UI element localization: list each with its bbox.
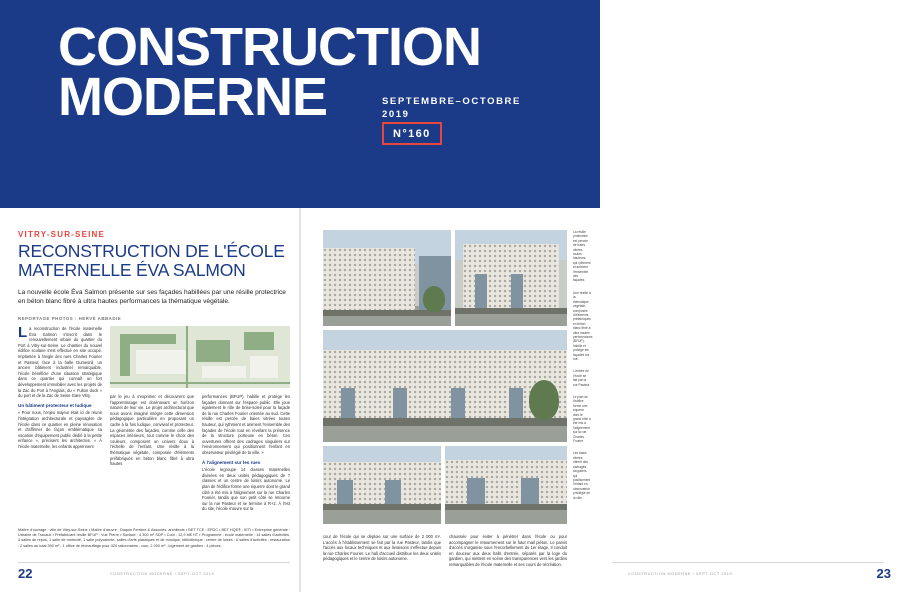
footer-label-left: CONSTRUCTION MODERNE / SEPT-OCT 2019: [110, 572, 215, 576]
magazine-title-line2: MODERNE: [58, 67, 328, 127]
left-col1-subhead: Un bâtiment protecteur et ludique: [18, 402, 92, 408]
photo-facade-rue-pasteur: [455, 230, 567, 326]
footer-divider-right: [612, 562, 884, 563]
footer-label-right: CONSTRUCTION MODERNE / SEPT-OCT 2019: [628, 572, 733, 576]
site-plan-image: [110, 326, 290, 388]
article-byline: REPORTAGE PHOTOS : HERVÉ ABBADIE: [18, 316, 122, 321]
right-page-footer: [602, 560, 901, 592]
right-col1-para1: cour de l'école qui se déploie sur une surface de 2 000 m². L'accès à l'établissement se fait par la rue Pasteur, tandis que l'accès aux locaux techniques et aux livraisons s'effectue depuis la rue Charles Fourier. Le hall d'accueil distribue les deux unités pédagogiques et le centre de loisirs autonome.: [323, 534, 441, 562]
photo-facade-perforee-angle: [323, 230, 451, 326]
left-col3-para1: performances (BFUP), habille et protège les façades donnant sur l'espace public. Elle joue également le rôle de brise-soleil pour la façade de la rue Charles Fourier orientée au sud. Cette résille est percée de baies vitrées toutes hauteur, qui rythment et animent l'ensemble des façades de l'école tout en révélant la présence de la structure porteuse en béton. Ces ouvertures offrent des cadrages singuliers sur l'environnement qui positionnent l'enfant en observateur privilégié de la ville. »: [202, 394, 290, 455]
article-headline: RECONSTRUCTION DE L'ÉCOLE MATERNELLE ÉVA SALMON: [18, 241, 285, 280]
article-spread: [0, 208, 891, 592]
right-column-1: [323, 534, 441, 566]
right-page: [301, 208, 891, 592]
left-col2-para1: par le jeu à s'exprimer et découvrent que l'apprentissage est dorénavant un horizon naturel de leur vie. Le projet architectural que nous avons imaginé intègre cette dimension pédagogique particulière en proposant un cadre à la fois ludique, convivial et protecteur. La géométrie des façades, comme celle des espaces intérieurs, tout comme le choix des couleurs, composent un univers doux à l'échelle de l'enfant. Une résille à la thématique végétale, composée d'éléments préfabriqués en béton blanc fibré à ultra hautes: [110, 394, 194, 467]
right-col2-para1: chaussée pour éviter à pénétrer dans l'école ou pour accompagner le retournement sur le futur mail piéton. Le parvis d'accès s'organise sous l'encorbellement du 1er étage. Il conduit en douceur aux deux halls d'entrée, séparés par la loge du gardien, qui mettent en scène des transparences vers les jardins remarquables de l'école maternelle et ses cours de récréation.: [449, 534, 567, 567]
project-credits: Maître d'ouvrage : ville de Vitry-sur-Seine • Maître d'œuvre : Daquin Ferrière & Associés, architecte • BET TCE : EPDC • BET HQE® : IETI • Entreprise générale : Urbaine de Travaux • Préfabricant résille BFUP : Vue Pierre • Surface : 4 300 m² SDP • Coût : 12,9 M€ HT • Programme : école maternelle : 14 salles d'activités, 4 salles de repos, 1 salle de motricité, 1 salle polyvalente, salles d'arts plastiques et de musique, bibliothèque ; centre de loisirs : 6 salles d'activités ; restauration : 2 salles au total 390 m² ; 1 office de réchauffage pour 320 rationnaires ; cour, 2 000 m² ; logement de gardien : 4 pièces.: [18, 528, 290, 548]
photo-caption-1: La résille protectrice est percée de baies vitrées toutes hauteurs, qui rythment et animent l'ensemble des façades.: [573, 230, 591, 283]
left-page: [0, 208, 299, 592]
left-page-footer: [0, 560, 299, 592]
photo-caption-5: Les baies vitrées offrent des cadrages singuliers qui positionnent l'enfant en observateur privilégié de la ville.: [573, 451, 591, 500]
photo-caption-4: Le plan de l'édifice forme une équerre dont le grand côté a été mis à l'alignement sur la rue Charles Fourier.: [573, 395, 591, 444]
left-col1-para2: « Pour nous, l'enjeu majeur était ici de réunir l'intégration architecturale et paysagère de l'école dans ce quartier en pleine rénovation et d'affirmer de façon emblématique sa vocation d'équipement public dédié à la petite enfance », précisent les architectes. « À l'école maternelle, les enfants apprennent: [18, 410, 102, 449]
issue-date-line2: 2019: [382, 109, 410, 120]
footer-divider-left: [18, 562, 290, 563]
left-col1-para1: La reconstruction de l'école maternelle Éva Salmon s'inscrit dans le renouvellement urbain du quartier du Port à Vitry-sur-Seine. Le chantier du nouvel édifice scolaire s'est effectué en site occupé. Implantée à l'angle des rues Charles Fourier et Pasteur, face à la halle Dumesnil, un ancien bâtiment industriel remarquable, l'école bénéficie d'une situation stratégique dans ce quartier qui connaît un fort développement immobilier avec les projets de la Zac du Port à l'Anglais, du « Fulton dock » du port et de la Zac de Seine Gare Vitry.: [18, 324, 102, 399]
photo-detail-baies-vitrees: [445, 446, 567, 524]
left-column-1: [18, 326, 102, 453]
left-col3-subhead: À l'alignement sur les rues: [202, 459, 261, 465]
issue-date: [382, 95, 521, 121]
photo-caption-2: Une résille à la thématique végétale, composée d'éléments préfabriqués en béton blanc fibré à ultra hautes performances (BFUP), habille et protège les façades sur rue.: [573, 290, 593, 361]
photo-vue-generale-resille-bfup: [323, 330, 567, 442]
article-kicker: VITRY-SUR-SEINE: [18, 230, 106, 239]
cover-masthead: [0, 0, 600, 208]
page-number-left: 22: [18, 566, 33, 581]
photo-captions-column: [573, 230, 591, 508]
page-number-right: 23: [876, 566, 891, 581]
right-column-2: [449, 534, 567, 572]
left-column-2: [110, 394, 194, 471]
article-standfirst: La nouvelle école Éva Salmon présente sur ses façades habillées par une résille protectrice en béton blanc fibré à ultra hautes performances la thématique végétale.: [18, 289, 286, 305]
left-column-3: [202, 394, 290, 516]
left-col3-para2: L'école regroupe 14 classes maternelles divisées en deux unités pédagogiques de 7 classes et un centre de loisirs autonome. Le plan de l'édifice forme une équerre dont le grand côté a été mis à l'alignement sur la rue Charles Fourier, tandis que son petit côté se retourne sur la rue Pasteur et se termine à R+2. À l'est du site, l'école s'ouvre sur la: [202, 467, 290, 512]
issue-date-line1: SEPTEMBRE–OCTOBRE: [382, 96, 521, 107]
magazine-title-line1: CONSTRUCTION: [58, 17, 481, 77]
photo-cour-interieure: [323, 446, 441, 524]
issue-number-badge: N°160: [382, 122, 442, 145]
photo-caption-3: L'entrée de l'école se fait par la rue Pasteur.: [573, 369, 591, 387]
